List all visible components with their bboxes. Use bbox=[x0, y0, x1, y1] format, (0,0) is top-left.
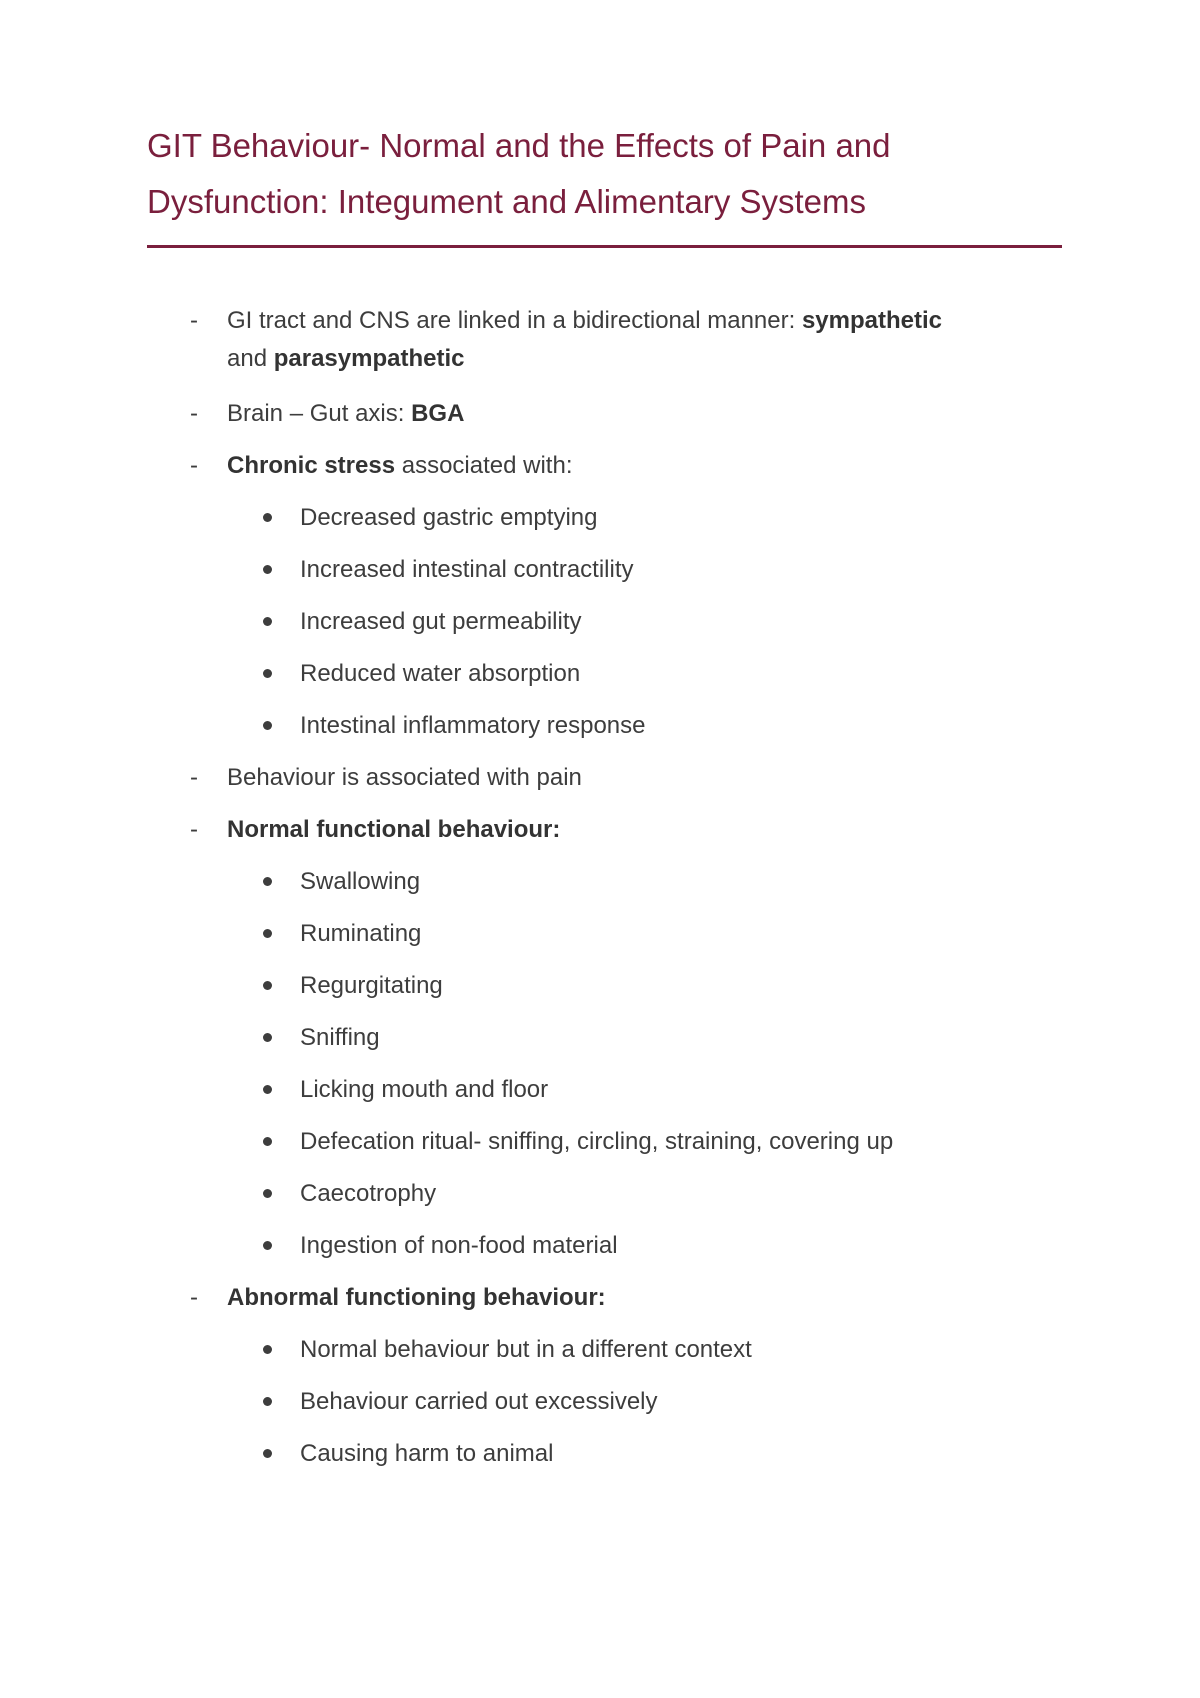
bullet-icon bbox=[263, 707, 275, 719]
sub-list-item: Swallowing bbox=[300, 868, 421, 895]
item-bold-text: Abnormal functioning behaviour: bbox=[227, 1284, 606, 1311]
list-item bbox=[227, 302, 1062, 378]
item-text: Brain – Gut axis: bbox=[227, 400, 412, 427]
item-bold-text: Normal functional behaviour: bbox=[227, 816, 561, 843]
dash-marker: - bbox=[190, 1284, 198, 1311]
sub-list-item: Caecotrophy bbox=[300, 1180, 437, 1207]
bullet-icon bbox=[263, 551, 275, 563]
item-text: GI tract and CNS are linked in a bidirectional manner: bbox=[227, 307, 802, 334]
sub-list-item: Intestinal inflammatory response bbox=[300, 712, 646, 739]
item-bold-text: parasympathetic bbox=[273, 345, 465, 372]
sub-list-item: Ingestion of non-food material bbox=[300, 1232, 618, 1259]
bullet-icon bbox=[263, 1331, 275, 1343]
list-item bbox=[227, 447, 1062, 485]
sub-list-item: Normal behaviour but in a different context bbox=[300, 1336, 752, 1363]
title-line-1: GIT Behaviour- Normal and the Effects of Pain and bbox=[147, 127, 891, 164]
list-item bbox=[227, 395, 1062, 433]
bullet-icon bbox=[263, 1227, 275, 1239]
bullet-icon bbox=[263, 1019, 275, 1031]
bullet-icon bbox=[263, 1175, 275, 1187]
bullet-icon bbox=[263, 1383, 275, 1395]
bullet-icon bbox=[263, 603, 275, 615]
list-item: Behaviour is associated with pain bbox=[227, 764, 582, 791]
bullet-icon bbox=[263, 967, 275, 979]
bullet-icon bbox=[263, 1123, 275, 1135]
sub-list-item: Behaviour carried out excessively bbox=[300, 1388, 658, 1415]
item-bold-text: sympathetic bbox=[801, 307, 943, 334]
dash-marker: - bbox=[190, 816, 198, 843]
sub-list-item: Regurgitating bbox=[300, 972, 443, 999]
dash-marker: - bbox=[190, 307, 198, 334]
dash-marker: - bbox=[190, 400, 198, 427]
sub-list-item: Sniffing bbox=[300, 1024, 380, 1051]
sub-list-item: Ruminating bbox=[300, 920, 422, 947]
bullet-icon bbox=[263, 499, 275, 511]
bullet-icon bbox=[263, 1435, 275, 1447]
sub-list-item: Causing harm to animal bbox=[300, 1440, 554, 1467]
bullet-icon bbox=[263, 915, 275, 927]
sub-list-item: Increased intestinal contractility bbox=[300, 556, 634, 583]
dash-marker: - bbox=[190, 452, 198, 479]
title-line-2: Dysfunction: Integument and Alimentary Systems bbox=[147, 183, 867, 220]
sub-list-item: Reduced water absorption bbox=[300, 660, 581, 687]
item-text: and bbox=[227, 345, 274, 372]
list-item bbox=[227, 1279, 1062, 1317]
sub-list-item: Defecation ritual- sniffing, circling, straining, covering up bbox=[300, 1128, 894, 1155]
item-bold-text: Chronic stress bbox=[227, 452, 396, 479]
sub-list-item: Increased gut permeability bbox=[300, 608, 582, 635]
dash-marker: - bbox=[190, 764, 198, 791]
bullet-icon bbox=[263, 1071, 275, 1083]
item-text: associated with: bbox=[395, 452, 573, 479]
sub-list-item: Licking mouth and floor bbox=[300, 1076, 549, 1103]
bullet-icon bbox=[263, 863, 275, 875]
item-bold-text: BGA bbox=[411, 400, 465, 427]
bullet-icon bbox=[263, 655, 275, 667]
list-item bbox=[227, 811, 1062, 849]
sub-list-item: Decreased gastric emptying bbox=[300, 504, 598, 531]
